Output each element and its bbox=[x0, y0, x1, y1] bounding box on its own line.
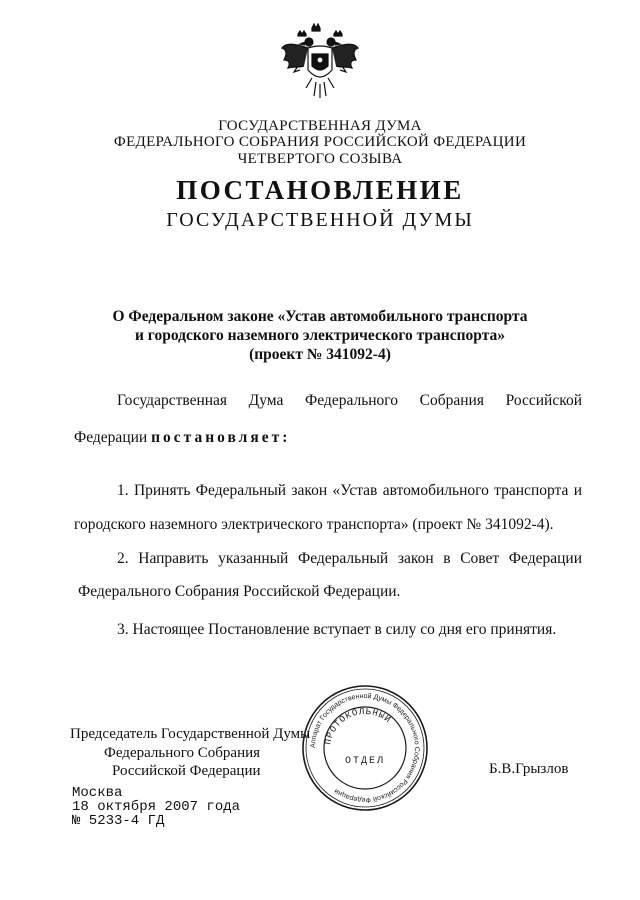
preamble-text: Федерации bbox=[74, 429, 148, 446]
stamp-inner-text bbox=[323, 707, 393, 746]
item-1-line-1: 1. Принять Федеральный закон «Устав автомобильного транспорта и bbox=[117, 482, 582, 499]
signatory-position-line-1: Председатель Государственной Думы bbox=[70, 726, 311, 742]
item-1-line-2: городского наземного электрического транспорта» (проект № 341092-4). bbox=[74, 516, 554, 533]
signatory-position-line-2: Федерального Собрания bbox=[104, 745, 261, 761]
item-2-line-1: 2. Направить указанный Федеральный закон в Совет Федерации bbox=[117, 550, 582, 567]
date-of-signing: 18 октября 2007 года bbox=[72, 799, 241, 815]
stamp-ring-text-path: Аппарат Государственной Думы Федерального Собрания Российской Федерации bbox=[309, 692, 421, 804]
signatory-position-line-3: Российской Федерации bbox=[112, 763, 261, 779]
organization-line-2: ФЕДЕРАЛЬНОГО СОБРАНИЯ РОССИЙСКОЙ ФЕДЕРАЦИИ bbox=[113, 134, 527, 150]
place-of-signing: Москва bbox=[72, 785, 123, 801]
preamble-line-2 bbox=[74, 429, 290, 447]
document-number: № 5233-4 ГД bbox=[72, 813, 165, 829]
document-type-title: ПОСТАНОВЛЕНИЕ bbox=[176, 175, 464, 205]
stamp-inner-text-path: ПРОТОКОЛЬНЫЙ bbox=[323, 706, 394, 746]
document-type-subtitle: ГОСУДАРСТВЕННОЙ ДУМЫ bbox=[166, 209, 474, 231]
item-2-line-2: Федерального Собрания Российской Федерации. bbox=[78, 583, 401, 600]
signatory-name: Б.В.Грызлов bbox=[489, 761, 569, 777]
coat-of-arms-emblem bbox=[278, 22, 362, 106]
convocation-line: ЧЕТВЕРТОГО СОЗЫВА bbox=[237, 151, 403, 167]
preamble-line-1: Государственная Дума Федерального Собрания Российской bbox=[117, 392, 582, 409]
subject-line-1: О Федеральном законе «Устав автомобильного транспорта bbox=[112, 308, 528, 325]
organization-line-1: ГОСУДАРСТВЕННАЯ ДУМА bbox=[218, 118, 422, 134]
stamp-center-text: ОТДЕЛ bbox=[344, 756, 386, 767]
decree-word: постановляет: bbox=[151, 429, 291, 446]
subject-line-2: и городского наземного электрического транспорта» bbox=[134, 327, 506, 344]
bill-number: (проект № 341092-4) bbox=[249, 346, 391, 363]
stamp-ring-text bbox=[310, 692, 420, 803]
official-stamp bbox=[300, 683, 430, 813]
item-3: 3. Настоящее Постановление вступает в силу со дня его принятия. bbox=[117, 621, 557, 638]
